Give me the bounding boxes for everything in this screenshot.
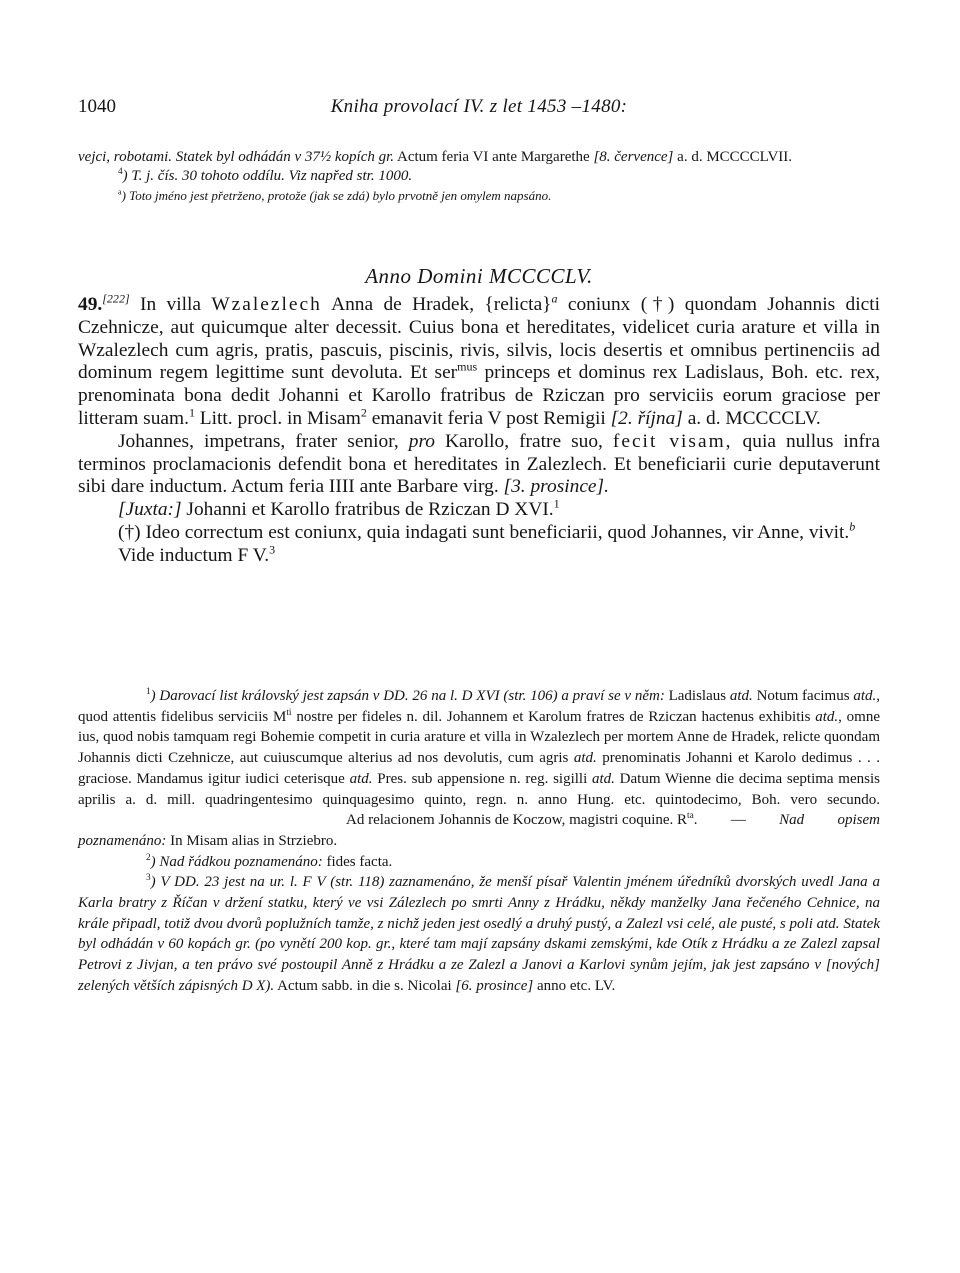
note-text: Ladislaus [664,688,730,704]
entry-text: Vide inductum F V. [118,544,270,566]
note-text: , omne ius, quod nobis tamquam regi Bohemie competit in curia arature et villa in Wzalezlech per mortem Anne de Hradek, relicte quondam Johannis dicti Czehnicze, aut cuiuscumque alterius ad nos devolutis, cum agris [78,708,880,767]
year-text: a. d. MCCCCLVII. [673,149,793,165]
date-bracket: [8. července] [593,149,674,165]
note-text: Datum Wienne die decima septima mensis aprilis a. d. mill. quadringentesimo quinquagesimo quinto, regn. n. anno Hung. etc. quintodecimo, Boh. vero secundo. [78,770,880,808]
page-number: 1040 [78,96,116,117]
spaced-phrase: fecit visam, [612,430,733,452]
running-title: Kniha provolací IV. z let 1453 –1480: [330,96,628,117]
footnote-3 [78,872,880,996]
note-text: fides facta. [322,853,393,870]
entry-text: Litt. procl. in Misam [194,407,361,429]
entry-ref: [222] [102,291,130,306]
note-italic: ) V DD. 23 jest na ur. l. F V (str. 118) zaznamenáno, že menší písař Valentin jménem úředníků dvorských uvedl Jana a Karla bratry z Říčan v držení statku, který ve vsi Zálezlech po smrti Anny z Hrádku, někdy manželky Jana řečeného Cehnice, na krále připadl, totiž dvou dvorů poplužních tamže, z nichž jeden jest osedlý a druhý pustý, a Zalezl vsi celé, ale pusté, s poli [78,874,880,932]
entry-text: Johannes, impetrans, frater senior, [118,430,409,452]
entry-text: Karollo, fratre suo, [434,430,613,452]
footnote-text: ) Toto jméno jest přetrženo, protože (jak se zdá) bylo prvotně jen omylem napsáno. [121,188,552,203]
footnote-ref: 3 [269,542,276,557]
note-text: anno etc. LV. [533,977,616,994]
note-text: In Misam alias in Strziebro. [166,832,338,849]
note-text: . — [693,812,780,829]
actum-text: Actum feria VI ante Margarethe [394,149,594,165]
abbrev-sup: mus [457,359,478,374]
note-abbrev: atd. [349,770,373,787]
note-mark: b [849,519,856,534]
preceding-entry-end [78,148,880,205]
note-text: , quod attentis fidelibus serviciis M [78,688,880,725]
footnote-4 [78,167,880,186]
footnote-mark: 3 [146,873,151,884]
entry-text: a. d. MCCCCLV. [682,407,821,429]
date-bracket: [3. prosince]. [503,476,609,498]
note-abbrev: atd. [729,688,753,704]
footnote-text: ) T. j. čís. 30 tohoto oddílu. Viz napřed str. 1000. [122,168,413,184]
note-abbrev: atd. [592,770,615,787]
estate-valuation: vejci, robotami. Statek byl odhádán v 37½ kopích gr. [78,149,395,165]
date-bracket: [6. prosince] [455,977,534,994]
footnote-ref: 1 [553,496,560,511]
place-name: Wzalezlech [211,294,322,315]
entry-paragraph-1 [78,291,880,431]
entry-paragraph-4 [78,519,880,545]
page-header [78,96,880,122]
entry-paragraph-5 [78,542,880,568]
juxta-bracket: [Juxta:] [118,499,182,521]
entry-paragraph-2 [78,431,880,499]
entry-text: (†) Ideo correctum est coniunx, quia indagati sunt beneficiarii, quod Johannes, vir Anne, vivit. [118,521,850,543]
note-italic: ) Nad řádkou poznamenáno: [150,853,323,870]
footnote-mark: 4 [118,167,123,177]
note-italic: ) Darovací list královský jest zapsán v DD. 26 na l. D XVI (str. 106) a praví se v něm: [150,688,665,704]
note-abbrev: atd. [853,688,877,704]
preceding-paragraph [78,148,880,167]
note-italic: Statek byl odhádán v 60 kopách gr. (po vynětí 200 kop. gr., které tam mají zapsány dskami zemskými, kde Otík z Hrádku a ze Zalezl zapsal Petrovi z Jivjan, a ten právo své postoupil Anně z Hrádku a ze Zalezl a Janovi a Karlovi synům jejím, jak jest zapsáno v [nových] zelených větších zápisných D X). [78,915,880,994]
date-bracket: [2. října] [610,407,683,429]
italic-word: pro [408,430,435,452]
entry-text: Anna de Hradek, {relicta} [321,294,552,315]
note-italic: Nad opisem poznamenáno: [78,812,881,849]
abbrev-sup: ta [687,811,694,822]
footnote-mark: 1 [146,687,151,697]
entry-paragraph-3 [78,496,880,522]
entry-text: emanavit feria V post Remigii [366,407,611,429]
entry-49 [78,291,880,568]
footnote-ref: 2 [360,405,367,420]
note-text: nostre per fideles n. dil. Johannem et Karolum fratres de Rziczan hactenus exhibitis [291,708,816,725]
footnote-mark: a [118,187,122,197]
note-text: Notum facimus [752,688,854,704]
entry-text: Johanni et Karollo fratribus de Rziczan D XVI. [181,499,554,521]
footnote-2 [78,852,880,873]
note-text: Actum sabb. in die s. Nicolai [274,977,456,994]
entry-text: In villa [129,294,212,315]
note-mark: a [551,291,558,306]
footnote-mark: 2 [146,852,151,863]
entry-number: 49. [78,294,103,315]
note-abbrev: atd. [815,708,839,725]
footnote-1 [78,686,880,852]
year-heading: Anno Domini MCCCCLV. [365,264,593,288]
abbrev-sup: ti [286,707,292,718]
note-text: prenominatis Johanni et Karolo dedimus . . . graciose. Mandamus igitur iudici ceterisque [78,750,880,787]
note-text: Pres. sub appensione n. reg. sigilli [372,770,592,787]
entry-text: quia nullus infra terminos proclamacionis defendit bona et hereditates in Zalezlech. Et beneficiarii curie deputaverunt sibi dare inductum. Actum feria IIII ante Barbare virg. [78,430,880,498]
footnote-a [78,186,880,205]
entry-text: coniunx (†) quondam Johannis dicti Czehnicze, aut quicumque alter decessit. Cuius bona et hereditates, videlicet curia arature et villa in Wzalezlech cum agris, pratis, pascuis, piscinis, rivis, silvis, locis desertis et omnibus pertinenciis ad dominum regem legittime sunt devoluta. Et ser [78,294,880,384]
entry-text: princeps et dominus rex Ladislaus, Boh. etc. rex, prenominata bona dedit Johanni et Karollo fratribus de Rziczan pro serviciis eorum graciose per litteram suam. [78,362,880,429]
note-abbrev: atd. [573,750,597,767]
footnote-ref: 1 [188,405,195,420]
note-abbrev: atd. [812,915,840,932]
relacio-text: Ad relacionem Johannis de Koczow, magistri coquine. R [346,812,688,829]
footnotes [78,686,880,997]
